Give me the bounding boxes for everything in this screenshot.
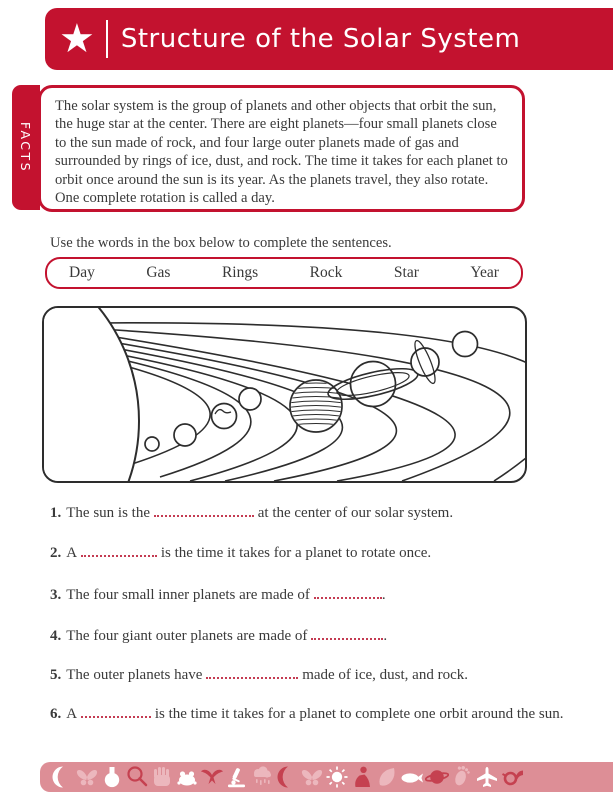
saturn-icon bbox=[425, 765, 449, 789]
planet-mars bbox=[239, 388, 261, 410]
planet-jupiter bbox=[288, 380, 344, 432]
question-text: The four small inner planets are made of bbox=[66, 587, 310, 603]
orbit-saturn bbox=[103, 335, 455, 481]
word-bank bbox=[45, 257, 523, 289]
fish-icon bbox=[400, 765, 424, 789]
plane-icon bbox=[475, 765, 499, 789]
planet-mercury bbox=[145, 437, 159, 451]
planet-saturn bbox=[326, 362, 421, 407]
star-icon: ★ bbox=[59, 16, 95, 62]
question-3 bbox=[50, 585, 590, 605]
facts-tab bbox=[12, 85, 40, 210]
question-text: at the center of our solar system. bbox=[254, 505, 454, 521]
instruction-text: Use the words in the box below to complete the sentences. bbox=[50, 235, 392, 251]
answer-blank bbox=[314, 586, 382, 599]
word-bank-item: Day bbox=[69, 264, 95, 281]
answer-blank bbox=[154, 504, 254, 517]
butterfly-icon bbox=[300, 765, 324, 789]
planet-earth bbox=[212, 404, 237, 429]
question-text: . bbox=[381, 587, 386, 603]
horn-icon bbox=[500, 765, 524, 789]
question-text: The four giant outer planets are made of bbox=[66, 628, 308, 644]
solar-system-drawing bbox=[44, 308, 525, 481]
question-2 bbox=[50, 543, 590, 563]
word-bank-item: Gas bbox=[146, 264, 171, 281]
question-text: The sun is the bbox=[66, 505, 150, 521]
question-text: made of ice, dust, and rock. bbox=[298, 667, 468, 683]
question-number: 1. bbox=[50, 505, 62, 521]
leaf-icon bbox=[375, 765, 399, 789]
question-text: The outer planets have bbox=[66, 667, 203, 683]
facts-box bbox=[38, 85, 525, 212]
page-title: Structure of the Solar System bbox=[120, 24, 521, 54]
answer-blank bbox=[81, 705, 151, 718]
facts-text: The solar system is the group of planets and other objects that orbit the sun, the huge star at the center. There are eight planets—four small planets close to the sun made of rock, and four large outer planets made of gas and surrounded by rings of ice, dust, and rock. The time it takes for each planet to orbit once around the sun is its year. As the planets travel, they also rotate. One complete rotation is called a day. bbox=[55, 98, 508, 207]
moon-icon bbox=[50, 765, 74, 789]
moon-icon bbox=[275, 765, 299, 789]
question-number: 5. bbox=[50, 667, 62, 683]
butterfly-icon bbox=[75, 765, 99, 789]
sun-icon bbox=[325, 765, 349, 789]
question-text: is the time it takes for a planet to rotate once. bbox=[157, 545, 432, 561]
question-text: . bbox=[383, 628, 388, 644]
answer-blank bbox=[206, 666, 298, 679]
question-number: 4. bbox=[50, 628, 62, 644]
footprint-icon bbox=[450, 765, 474, 789]
hand-icon bbox=[150, 765, 174, 789]
question-6 bbox=[50, 704, 590, 724]
footer-icon-strip bbox=[40, 762, 613, 792]
answer-blank bbox=[81, 544, 157, 557]
planet-venus bbox=[174, 424, 196, 446]
raincloud-icon bbox=[250, 765, 274, 789]
question-number: 6. bbox=[50, 706, 62, 722]
question-text: A bbox=[66, 706, 78, 722]
question-4 bbox=[50, 626, 590, 646]
title-bar bbox=[45, 8, 613, 70]
eagle-icon bbox=[200, 765, 224, 789]
question-text: A bbox=[66, 545, 78, 561]
magnifier-icon bbox=[125, 765, 149, 789]
word-bank-item: Year bbox=[470, 264, 499, 281]
person-icon bbox=[350, 765, 374, 789]
question-number: 3. bbox=[50, 587, 62, 603]
title-divider bbox=[106, 20, 108, 58]
frog-icon bbox=[175, 765, 199, 789]
question-number: 2. bbox=[50, 545, 62, 561]
word-bank-item: Star bbox=[393, 264, 419, 281]
planet-neptune bbox=[453, 332, 478, 357]
facts-tab-label: FACTS bbox=[18, 121, 34, 174]
question-text: is the time it takes for a planet to complete one orbit around the sun. bbox=[151, 706, 564, 722]
question-5 bbox=[50, 665, 590, 685]
word-bank-item: Rings bbox=[221, 264, 259, 281]
microscope-icon bbox=[225, 765, 249, 789]
flask-icon bbox=[100, 765, 124, 789]
solar-system-illustration bbox=[42, 306, 527, 483]
question-1 bbox=[50, 503, 590, 523]
answer-blank bbox=[311, 627, 383, 640]
word-bank-item: Rock bbox=[309, 264, 343, 281]
footer-icon-row bbox=[50, 765, 524, 789]
sun bbox=[44, 308, 139, 481]
